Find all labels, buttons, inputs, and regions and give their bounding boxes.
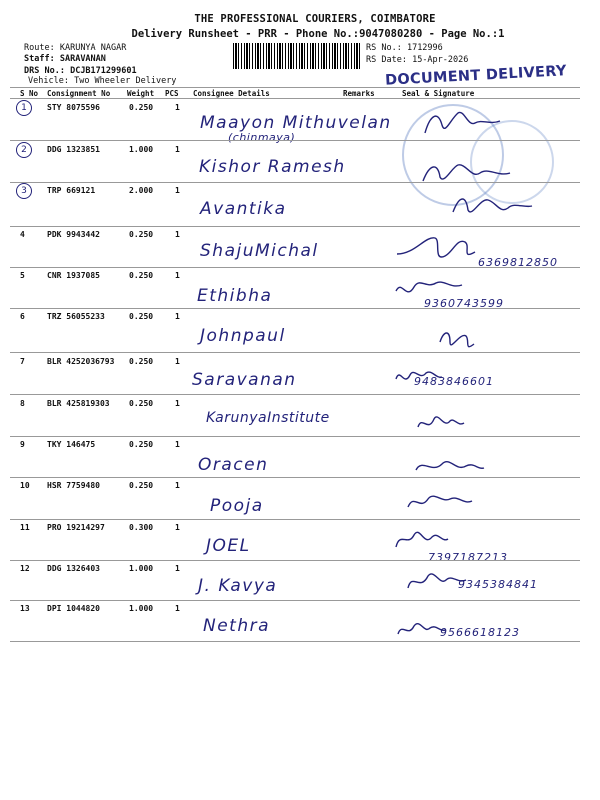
row-divider (10, 519, 580, 520)
row-sno: 4 (20, 230, 25, 239)
row-pcs: 1 (175, 399, 180, 408)
row-sno: 11 (20, 523, 30, 532)
row-consignee-note: (chinmaya) (228, 131, 296, 144)
row-weight: 1.000 (129, 604, 154, 613)
row-consignee-name: Oracen (198, 455, 269, 475)
signature-scribble (395, 232, 505, 268)
document-delivery-stamp: DOCUMENT DELIVERY (384, 63, 568, 89)
row-consignee-name: KarunyaInstitute (206, 410, 330, 426)
row-weight: 0.250 (129, 312, 154, 321)
col-weight: Weight (127, 89, 155, 98)
row-consignment-no: DDG 1323851 (47, 145, 100, 154)
row-divider (10, 436, 580, 437)
drs-label: DRS No.: (24, 66, 65, 76)
signature-scribble (402, 485, 512, 521)
row-consignment-no: TRZ 56055233 (47, 312, 105, 321)
rs-date-line (366, 55, 468, 65)
row-pcs: 1 (175, 271, 180, 280)
row-phone: 9483846601 (414, 375, 494, 388)
route-line (24, 43, 126, 53)
row-sno: 12 (20, 564, 30, 573)
row-pcs: 1 (175, 523, 180, 532)
row-divider (10, 600, 580, 601)
row-pcs: 1 (175, 230, 180, 239)
rs-no-line (366, 43, 443, 53)
row-pcs: 1 (175, 481, 180, 490)
row-consignment-no: BLR 425819303 (47, 399, 110, 408)
staff-value: SARAVANAN (59, 54, 106, 64)
row-sno: 9 (20, 440, 25, 449)
table-header-border (10, 98, 580, 99)
row-consignee-name: Ethibha (197, 286, 273, 306)
row-divider (10, 226, 580, 227)
row-consignment-no: HSR 7759480 (47, 481, 100, 490)
row-divider (10, 477, 580, 478)
row-consignment-no: CNR 1937085 (47, 271, 100, 280)
row-weight: 0.300 (129, 523, 154, 532)
row-weight: 0.250 (129, 230, 154, 239)
drs-line (24, 66, 137, 76)
row-consignee-name: Avantika (200, 199, 287, 219)
signature-scribble (418, 155, 528, 191)
row-phone: 7397187213 (428, 551, 508, 564)
row-divider (10, 140, 580, 141)
runsheet-subtitle: Delivery Runsheet - PRR - Phone No.:9047080280 - Page No.:1 (131, 28, 505, 40)
row-divider (10, 308, 580, 309)
signature-scribble (392, 361, 502, 397)
table-top-border (10, 87, 580, 88)
row-consignee-name: Kishor Ramesh (199, 157, 346, 177)
route-value: KARUNYA NAGAR (59, 43, 127, 53)
row-consignment-no: TRP 669121 (47, 186, 96, 195)
row-phone: 9360743599 (424, 297, 504, 310)
vehicle-label: Vehicle: (28, 76, 69, 86)
row-consignee-name: Nethra (203, 616, 271, 636)
route-label: Route: (24, 43, 55, 53)
row-sno: 6 (20, 312, 25, 321)
row-consignment-no: STY 8075596 (47, 103, 100, 112)
row-sno: 13 (20, 604, 30, 613)
row-weight: 1.000 (129, 145, 154, 154)
row-sno: 10 (20, 481, 30, 490)
row-weight: 0.250 (129, 271, 154, 280)
row-pcs: 1 (175, 357, 180, 366)
row-phone: 9345384841 (458, 578, 538, 591)
signature-scribble (390, 521, 500, 557)
rs-date-label: RS Date: (366, 55, 407, 65)
signature-scribble (420, 105, 530, 141)
col-pcs: PCS (165, 89, 179, 98)
staff-line (24, 54, 106, 64)
row-pcs: 1 (175, 103, 180, 112)
row-pcs: 1 (175, 564, 180, 573)
row-consignment-no: PRO 19214297 (47, 523, 105, 532)
row-divider (10, 394, 580, 395)
row-phone: 9566618123 (440, 626, 520, 639)
col-seal: Seal & Signature (402, 89, 475, 98)
row-divider (10, 641, 580, 642)
row-sno-circled: 1 (16, 100, 32, 116)
row-consignment-no: DPI 1044820 (47, 604, 100, 613)
signature-scribble (402, 564, 512, 600)
row-sno-circled: 2 (16, 142, 32, 158)
row-consignee-name: Saravanan (192, 370, 297, 390)
row-consignment-no: DDG 1326403 (47, 564, 100, 573)
row-consignee-name: JOEL (206, 536, 251, 556)
company-title: THE PROFESSIONAL COURIERS, COIMBATORE (194, 13, 436, 25)
rs-no-value: 1712996 (406, 43, 443, 53)
signature-scribble (392, 612, 502, 648)
row-weight: 1.000 (129, 564, 154, 573)
row-pcs: 1 (175, 186, 180, 195)
signature-scribble (412, 448, 522, 484)
row-pcs: 1 (175, 604, 180, 613)
row-consignee-name: Maayon Mithuvelan (200, 113, 392, 133)
row-weight: 0.250 (129, 440, 154, 449)
col-consignment: Consignment No (47, 89, 111, 98)
row-pcs: 1 (175, 312, 180, 321)
row-weight: 0.250 (129, 399, 154, 408)
row-sno: 7 (20, 357, 25, 366)
drs-value: DCJB171299601 (70, 66, 137, 76)
col-consignee: Consignee Details (193, 89, 270, 98)
rs-date-value: 15-Apr-2026 (412, 55, 469, 65)
row-consignment-no: PDK 9943442 (47, 230, 100, 239)
row-consignee-name: ShajuMichal (200, 241, 319, 261)
row-sno-circled: 3 (16, 183, 32, 199)
vehicle-line (28, 76, 176, 86)
row-consignment-no: TKY 146475 (47, 440, 96, 449)
row-pcs: 1 (175, 440, 180, 449)
staff-label: Staff: (24, 54, 55, 64)
col-sno: S No (20, 89, 39, 98)
row-weight: 0.250 (129, 357, 154, 366)
row-consignment-no: BLR 4252036793 (47, 357, 115, 366)
row-weight: 2.000 (129, 186, 154, 195)
row-phone: 6369812850 (478, 256, 558, 269)
row-consignee-name: Johnpaul (200, 326, 286, 346)
row-weight: 0.250 (129, 103, 154, 112)
row-sno: 8 (20, 399, 25, 408)
signature-scribble (392, 271, 502, 307)
vehicle-value: Two Wheeler Delivery (74, 76, 177, 86)
row-divider (10, 182, 580, 183)
row-divider (10, 352, 580, 353)
row-sno: 5 (20, 271, 25, 280)
row-weight: 0.250 (129, 481, 154, 490)
row-divider (10, 560, 580, 561)
row-pcs: 1 (175, 145, 180, 154)
row-divider (10, 267, 580, 268)
signature-scribble (448, 188, 558, 224)
rs-no-label: RS No.: (366, 43, 402, 53)
barcode (233, 43, 361, 69)
row-consignee-name: J. Kavya (198, 576, 278, 596)
col-remarks: Remarks (343, 89, 375, 98)
row-consignee-name: Pooja (210, 496, 264, 516)
